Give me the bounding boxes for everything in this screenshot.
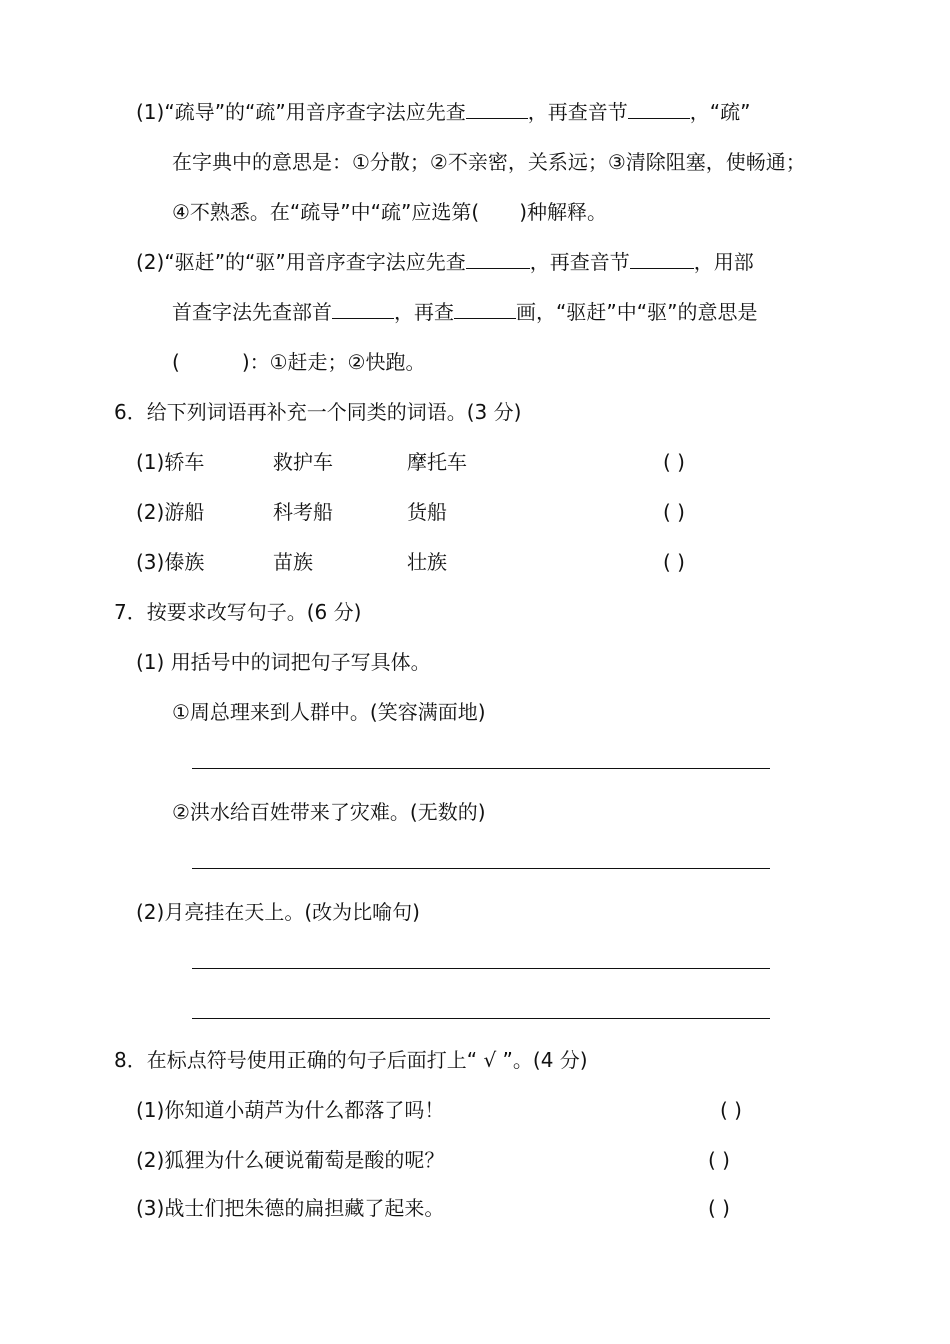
q5-1-text-c: ，“疏” [689, 100, 751, 124]
q5-1-line3-a: ④不熟悉。在“疏导”中“疏”应选第( [172, 200, 480, 224]
q5-1-blank-syllable[interactable] [628, 100, 690, 119]
q6-row2-word3: 货船 [407, 500, 447, 524]
q7-sentence2: ②洪水给百姓带来了灾难。(无数的) [172, 800, 486, 824]
q6-row1-answer[interactable]: ( ) [663, 450, 685, 474]
q8-item2: (2)狐狸为什么硬说葡萄是酸的呢？ [136, 1148, 445, 1172]
q7-sentence1: ①周总理来到人群中。(笑容满面地) [172, 700, 486, 724]
q8-item3: (3)战士们把朱德的扁担藏了起来。 [136, 1196, 445, 1220]
q5-2-text-a: (2)“驱赶”的“驱”用音序查字法应先查 [136, 250, 466, 274]
q7-answer-line-3[interactable] [192, 968, 770, 969]
q6-title: 6．给下列词语再补充一个同类的词语。(3 分) [114, 400, 522, 424]
q5-2-text-b: ，再查音节 [529, 250, 630, 274]
q5-1-line3 [172, 199, 607, 225]
q7-answer-line-1[interactable] [192, 768, 770, 769]
q6-row1-word1: (1)轿车 [136, 450, 205, 474]
q6-row3-word3: 壮族 [407, 550, 447, 574]
q5-1-line1 [136, 99, 751, 125]
q7-answer-line-2[interactable] [192, 868, 770, 869]
q5-2-line3-a: ( [172, 350, 180, 374]
q6-row3-answer[interactable]: ( ) [663, 550, 685, 574]
q6-row3-word1: (3)傣族 [136, 550, 205, 574]
q5-2-line2-c: 画，“驱赶”中“驱”的意思是 [516, 300, 758, 324]
q5-1-text-a: (1)“疏导”的“疏”用音序查字法应先查 [136, 100, 466, 124]
q5-2-line2-a: 首查字法先查部首 [172, 300, 332, 324]
q8-item2-answer[interactable]: ( ) [708, 1148, 730, 1172]
q5-1-line3-b: )种解释。 [519, 200, 607, 224]
q6-row3-word2: 苗族 [273, 550, 313, 574]
q5-2-text-c: ，用部 [693, 250, 754, 274]
q5-2-blank-strokes[interactable] [454, 300, 516, 319]
q5-2-blank-syllable[interactable] [630, 250, 694, 269]
q5-2-blank-letter[interactable] [466, 250, 530, 269]
q5-2-line2-b: ，再查 [394, 300, 454, 324]
q7-sub2: (2)月亮挂在天上。(改为比喻句) [136, 900, 420, 924]
q5-1-text-b: ，再查音节 [527, 100, 628, 124]
q6-row2-word1: (2)游船 [136, 500, 205, 524]
q5-2-blank-radical[interactable] [332, 300, 394, 319]
q7-title: 7．按要求改写句子。(6 分) [114, 600, 362, 624]
q8-title: 8．在标点符号使用正确的句子后面打上“ √ ”。(4 分) [114, 1048, 588, 1072]
q5-2-line2 [172, 299, 757, 325]
q5-2-line1 [136, 249, 754, 275]
q6-row1-word3: 摩托车 [407, 450, 467, 474]
q8-item1-answer[interactable]: ( ) [720, 1098, 742, 1122]
q8-item3-answer[interactable]: ( ) [708, 1196, 730, 1220]
q6-row2-answer[interactable]: ( ) [663, 500, 685, 524]
q5-2-line3 [172, 349, 425, 375]
q6-row1-word2: 救护车 [273, 450, 333, 474]
q6-row2-word2: 科考船 [273, 500, 333, 524]
q7-answer-line-4[interactable] [192, 1018, 770, 1019]
q5-1-blank-letter[interactable] [466, 100, 528, 119]
q5-2-line3-b: )：①赶走；②快跑。 [241, 350, 426, 374]
q5-1-line2: 在字典中的意思是：①分散；②不亲密，关系远；③清除阻塞，使畅通； [172, 150, 806, 174]
q8-item1: (1)你知道小葫芦为什么都落了吗！ [136, 1098, 445, 1122]
q7-sub1: (1) 用括号中的词把句子写具体。 [136, 650, 431, 674]
